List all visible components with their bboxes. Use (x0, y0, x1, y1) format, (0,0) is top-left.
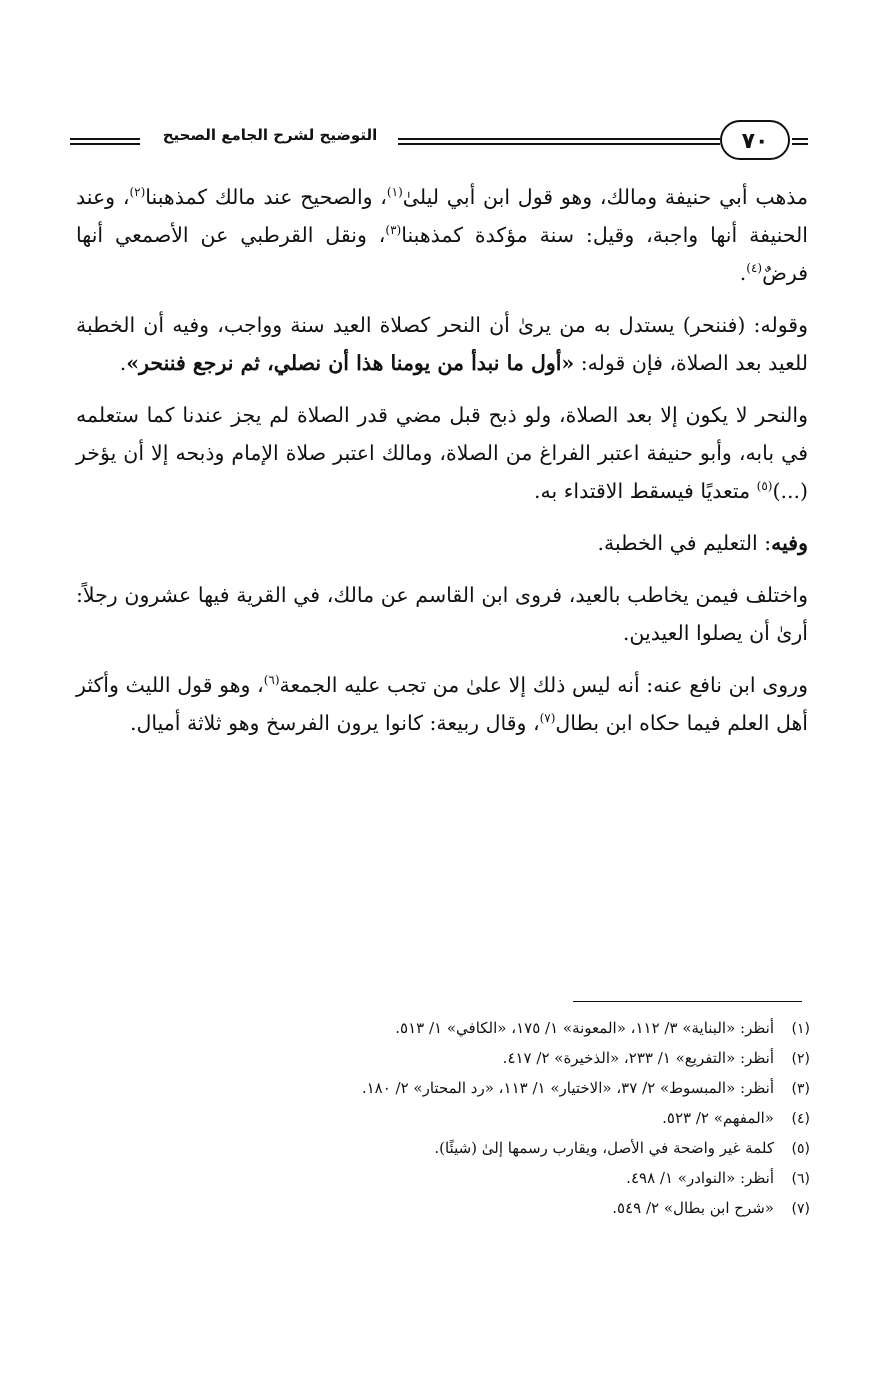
text-run: . (739, 261, 747, 285)
footnote-2 (150, 1044, 810, 1074)
footnote-ref-6[interactable]: (٦) (263, 673, 280, 688)
paragraph-6 (76, 666, 808, 742)
footnotes (150, 1014, 810, 1224)
footnote-ref-7[interactable]: (٧) (539, 711, 556, 726)
paragraph-4 (76, 524, 808, 562)
footnote-ref-4[interactable]: (٤) (746, 261, 763, 276)
hadith-quote: «أول ما نبدأ من يومنا هذا أن نصلي، ثم نرجع فننحر» (126, 351, 575, 375)
footnote-text: كلمة غير واضحة في الأصل، ويقارب رسمها إلىٰ (شيئًا). (434, 1139, 774, 1157)
footnote-ref-5[interactable]: (٥) (756, 479, 773, 494)
footnote-ref-2[interactable]: (٢) (129, 185, 146, 200)
text-run: ، وعند الحنيفة أنها واجبة، وقيل: سنة مؤكدة كمذهبنا (76, 185, 808, 247)
footnote-4 (150, 1104, 810, 1134)
main-text (76, 178, 808, 756)
text-run: واختلف فيمن يخاطب بالعيد، فروى ابن القاسم عن مالك، في القرية فيها عشرون رجلاً: أرىٰ أن يصلوا العيدين. (76, 583, 808, 645)
text-run: ، وقال ربيعة: كانوا يرون الفرسخ وهو ثلاثة أميال. (129, 711, 540, 735)
header-rule-middle (398, 138, 720, 145)
footnote-text: «شرح ابن بطال» ٢/ ٥٤٩. (612, 1199, 774, 1217)
footnote-6 (150, 1164, 810, 1194)
text-run: متعديًا فيسقط الاقتداء به. (534, 479, 757, 503)
footnote-number: (٥) (791, 1141, 810, 1157)
footnote-text: أنظر: «النوادر» ١/ ٤٩٨. (626, 1169, 774, 1187)
header-rule-right (792, 138, 808, 145)
text-run: ، وهو قول الليث وأكثر أهل العلم فيما حكاه ابن بطال (76, 673, 808, 735)
page-header (70, 120, 808, 164)
footnote-text: أنظر: «المبسوط» ٢/ ٣٧، «الاختيار» ١/ ١١٣، «رد المحتار» ٢/ ١٨٠. (361, 1079, 774, 1097)
footnote-7 (150, 1194, 810, 1224)
footnote-text: «المفهم» ٢/ ٥٢٣. (662, 1109, 774, 1127)
paragraph-3 (76, 396, 808, 510)
text-run: وقوله: (فننحر) يستدل به من يرىٰ أن النحر كصلاة العيد سنة وواجب، وفيه أن الخطبة للعيد بعد الصلاة، فإن قوله: (76, 313, 808, 375)
text-run: ، ونقل القرطبي عن الأصمعي أنها فرضٌ (76, 223, 808, 285)
footnote-text: أنظر: «التفريع» ١/ ٢٣٣، «الذخيرة» ٢/ ٤١٧. (502, 1049, 774, 1067)
paragraph-1 (76, 178, 808, 292)
paragraph-5 (76, 576, 808, 652)
text-run: . (119, 351, 127, 375)
text-run: والنحر لا يكون إلا بعد الصلاة، ولو ذبح قبل مضي قدر الصلاة لم يجز عندنا كما ستعلمه في بابه، وأبو حنيفة اعتبر الفراغ من الصلاة، ومالك اعتبر صلاة الإمام وذبحه إلا أن يؤخر (...) (76, 403, 808, 503)
footnote-number: (١) (791, 1021, 810, 1037)
footnote-5 (150, 1134, 810, 1164)
running-title: التوضيح لشرح الجامع الصحيح (162, 126, 378, 144)
page-number: ٧٠ (720, 120, 790, 160)
header-rule-left (70, 138, 140, 145)
footnote-3 (150, 1074, 810, 1104)
text-run: وروى ابن نافع عنه: أنه ليس ذلك إلا علىٰ من تجب عليه الجمعة (279, 673, 808, 697)
footnote-1 (150, 1014, 810, 1044)
footnote-number: (٤) (791, 1111, 810, 1127)
footnote-separator (573, 1001, 802, 1002)
footnote-number: (٢) (791, 1051, 810, 1067)
bold-lead: وفيه (771, 531, 808, 555)
text-run: ، والصحيح عند مالك كمذهبنا (145, 185, 387, 209)
footnote-text: أنظر: «البناية» ٣/ ١١٢، «المعونة» ١/ ١٧٥، «الكافي» ١/ ٥١٣. (395, 1019, 774, 1037)
footnote-number: (٣) (791, 1081, 810, 1097)
text-run: : التعليم في الخطبة. (597, 531, 772, 555)
footnote-ref-3[interactable]: (٣) (385, 223, 402, 238)
text-run: مذهب أبي حنيفة ومالك، وهو قول ابن أبي ليلىٰ (402, 185, 808, 209)
paragraph-2 (76, 306, 808, 382)
footnote-number: (٧) (791, 1201, 810, 1217)
footnote-number: (٦) (791, 1171, 810, 1187)
footnote-ref-1[interactable]: (١) (386, 185, 403, 200)
